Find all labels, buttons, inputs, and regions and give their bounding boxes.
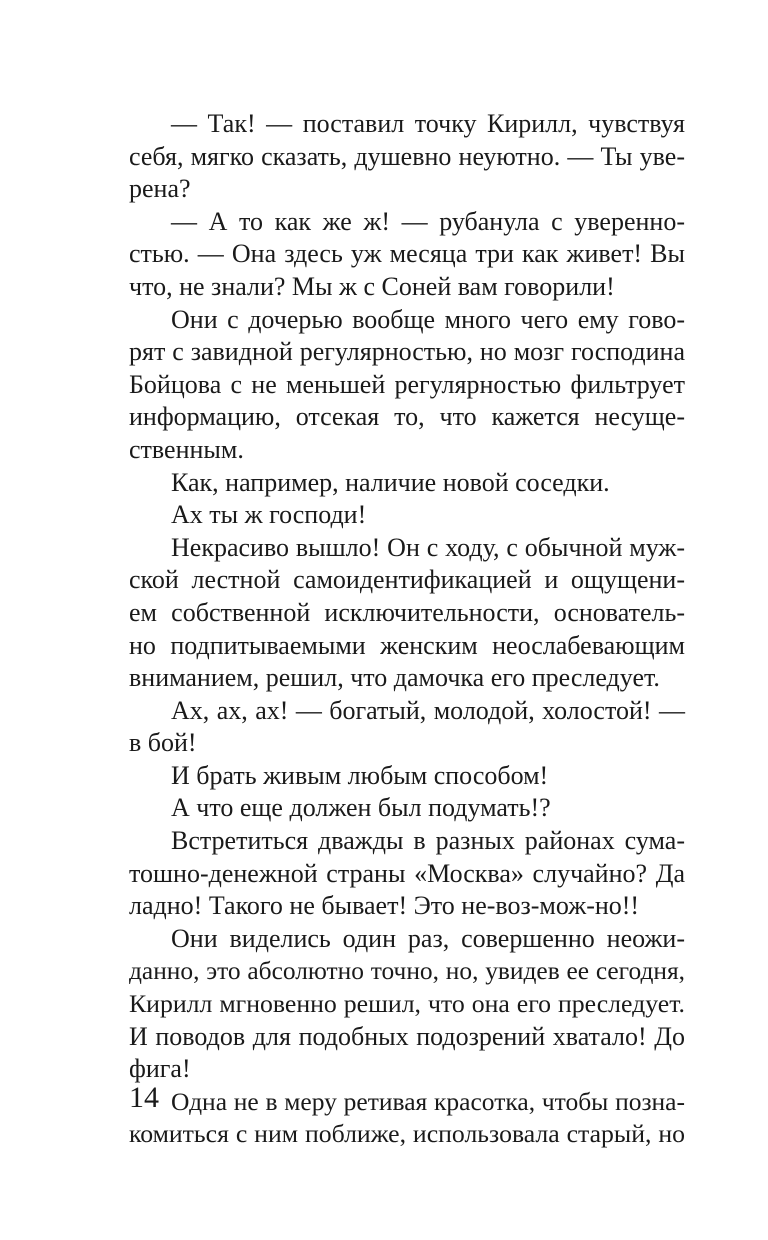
text-line: рена? bbox=[129, 174, 191, 204]
text-line: себя, мягко сказать, душевно неуютно. — Ты уве- bbox=[129, 141, 685, 171]
text-line: ственным. bbox=[129, 434, 244, 464]
text-line: Одна не в меру ретивая красотка, чтобы позна- bbox=[171, 1086, 685, 1116]
text-line: Ах, ах, ах! — богатый, молодой, холостой! — bbox=[171, 695, 685, 725]
text-line: вниманием, решил, что дамочка его преследует. bbox=[129, 663, 660, 693]
text-line: — Так! — поставил точку Кирилл, чувствуя bbox=[171, 109, 685, 138]
text-line: Бойцова с не меньшей регулярностью фильтрует bbox=[129, 369, 685, 399]
text-line: в бой! bbox=[129, 728, 197, 758]
text-line: Кирилл мгновенно решил, что она его преследует. bbox=[129, 989, 685, 1019]
text-line: что, не знали? Мы ж с Соней вам говорили! bbox=[129, 271, 615, 301]
text-line: данно, это абсолютно точно, но, увидев ее сегодня, bbox=[129, 957, 685, 986]
text-line: ем собственной исключительности, основатель- bbox=[129, 597, 685, 627]
text-line: но подпитываемыми женским неослабевающим bbox=[129, 630, 685, 660]
text-line: — А то как же ж! — рубанула с уверенно- bbox=[171, 206, 685, 236]
text-line: стью. — Она здесь уж месяца три как живет! Вы bbox=[129, 239, 685, 269]
text-line: информацию, отсекая то, что кажется несуще- bbox=[129, 402, 685, 432]
text-line: И брать живым любым способом! bbox=[171, 760, 549, 790]
page-number: 14 bbox=[129, 1081, 159, 1114]
text-line: ладно! Такого не бывает! Это не-воз-мож-но!! bbox=[129, 891, 640, 921]
text-line: тошно-денежной страны «Москва» случайно? Да bbox=[129, 858, 685, 888]
text-line: ской лестной самоидентификацией и ощущени- bbox=[129, 565, 685, 595]
text-line: Некрасиво вышло! Он с ходу, с обычной муж- bbox=[171, 532, 685, 562]
text-line: А что еще должен был подумать!? bbox=[171, 793, 551, 823]
text-line: Они виделись один раз, совершенно неожи- bbox=[171, 923, 685, 953]
body-text bbox=[129, 108, 685, 1151]
text-line: Встретиться дважды в разных районах сума- bbox=[171, 826, 685, 856]
text-line: И поводов для подобных подозрений хватало! До bbox=[129, 1021, 685, 1051]
text-line: комиться с ним поближе, использовала старый, но bbox=[129, 1119, 685, 1149]
text-line: рят с завидной регулярностью, но мозг господина bbox=[129, 337, 685, 367]
text-line: фига! bbox=[129, 1054, 191, 1084]
text-line: Как, например, наличие новой соседки. bbox=[171, 467, 610, 497]
text-line: Ах ты ж господи! bbox=[171, 500, 367, 530]
text-line: Они с дочерью вообще много чего ему гово- bbox=[171, 304, 685, 334]
